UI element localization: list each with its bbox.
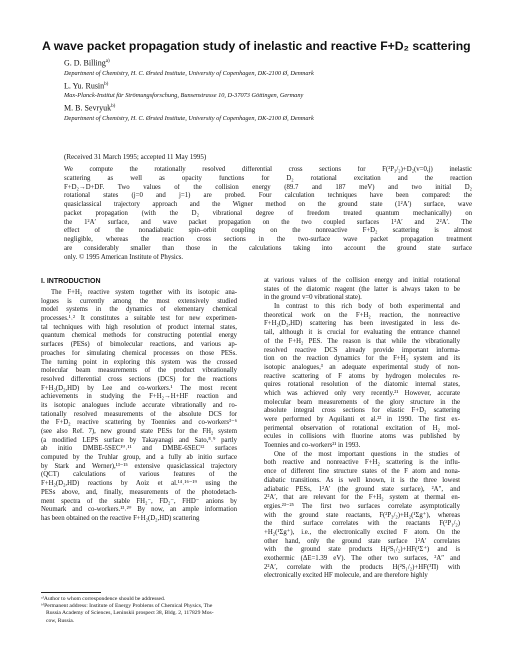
- body-text-line: ecules in collisions with fluorine atoms was published by: [264, 433, 460, 441]
- body-text-line: with the ground state products H(²S₁/₂)+HF(¹Σ⁺) and is: [264, 546, 460, 554]
- body-text-line: in the ground v=0 vibrational state).: [264, 294, 362, 302]
- body-text-line: +H₂(¹Σg⁺), i.e., the electronically excited F atom. On the: [264, 528, 460, 536]
- right-column-body: [264, 277, 460, 581]
- body-text-line: tion on the reaction dynamics for the F+H₂ system and its: [264, 355, 460, 363]
- author-name: G. D. Billing$^{a)}$: [64, 58, 110, 68]
- abstract-line: quasiclassical trajectory approach and the Wigner method on the ground state (1²A′) surface, wave: [64, 201, 472, 208]
- author-affiliation: Department of Chemistry, H. C. Ørsted Institute, University of Copenhagen, DK-2100 Ø, Denmark: [64, 69, 314, 77]
- body-text-line: quantum chemical methods for constructing potential energy: [41, 332, 237, 340]
- abstract-line: the 1²A′ surface, and wave packet propagation on the two coupled surfaces 1²A′ and 2²A′. The: [64, 218, 472, 226]
- body-text-line: The F+H₂ reactive system together with its isotopic ana-: [51, 289, 237, 296]
- body-text-line: were performed by Aquilanti et al.²² in 1990. The first ex-: [264, 416, 460, 423]
- body-text-line: (QCT) calculations of various features of the: [41, 471, 237, 479]
- body-text-line: which was achieved only very recently.²¹ However, accurate: [264, 389, 460, 397]
- body-text-line: tal techniques with high resolution of product internal states,: [41, 323, 237, 331]
- body-text-line: tail, although it is crucial for evaluating the entrance channel: [264, 329, 460, 337]
- body-text-line: diabatic transitions. As is well known, it is the three lowest: [264, 476, 460, 484]
- author-list: [64, 57, 484, 125]
- body-text-line: resolved reactive DCS already provide important informa-: [264, 346, 460, 354]
- abstract-line: scattering as well as opacity functions for D₂ rotational excitation and the reaction: [64, 174, 472, 182]
- abstract-line: are considerably smaller than those in the calculations taking into account the ground state surface: [64, 244, 472, 252]
- body-text-line: The turning point in exploring this system was the crossed: [41, 358, 237, 366]
- body-text-line: perimental observation of rotational excitation of H₂ mol-: [264, 424, 460, 432]
- abstract-line: only. © 1995 American Institute of Physics.: [64, 253, 184, 261]
- footnote-line: Russia Academy of Sciences, Leninskii prospect 38, Bldg. 2, 117829 Mos-: [46, 610, 214, 617]
- body-text-line: proaches for simulating chemical processes on those PESs.: [41, 349, 237, 357]
- body-text-line: ergies.²³⁻²⁵ The first two surfaces correlate asymptotically: [264, 502, 460, 510]
- body-text-line: computed by the Truhlar group, and a fully ab initio surface: [41, 454, 237, 462]
- body-text-line: reactive scattering of F atoms by hydrogen molecules re-: [264, 372, 460, 380]
- body-text-line: both reactive and nonreactive F+H₂ scattering is the influ-: [264, 459, 460, 467]
- body-text-line: has been obtained on the reactive F+H₂(D₂,HD) scattering: [41, 514, 200, 522]
- body-text-line: ence of different fine structure states of the F atom and nona-: [264, 468, 460, 476]
- left-column-body: [41, 289, 237, 524]
- abstract-line: packet propagation (with the D₂ vibrational degree of freedom treated quantum mechanically) on: [64, 209, 472, 217]
- paper-title: A wave packet propagation study of inelastic and reactive F+D₂ scattering: [42, 39, 471, 53]
- body-text-line: electronically excited HF molecule, and are therefore highly: [264, 572, 428, 580]
- footnotes: [41, 596, 237, 625]
- body-text-line: adiabatic PESs, 1²A′ (the ground state surface), ²A″, and: [264, 485, 460, 493]
- body-text-line: the third surface correlates with the reactants F(²P₁/₂): [264, 520, 460, 528]
- author-name: M. B. Sevryuk$^{b)}$: [64, 103, 116, 113]
- body-text-line: F+H₂(D₂,HD) scattering has been investigated in less de-: [264, 320, 460, 328]
- received-dates: (Received 31 March 1995; accepted 11 May 1995): [64, 153, 207, 161]
- abstract-line: negligible, whereas the reaction cross sections in the two-surface wave packet propagation treatment: [64, 236, 472, 243]
- body-text-line: by Stark and Werner),¹³⁻¹⁵ extensive quasiclassical trajectory: [41, 462, 237, 470]
- body-text-line: (a modified LEPS surface by Takayanagi and Sato,⁸˒⁹ partly: [41, 436, 237, 444]
- body-text-line: of the F+H₂ PES. The reason is that while the vibrationally: [264, 337, 460, 345]
- body-text-line: surfaces (PESs) of bimolecular reactions, and various ap-: [41, 341, 237, 349]
- body-text-line: ab initio DMBE-5SEC¹⁰˒¹¹ and DMBE-6SEC¹² surfaces: [41, 445, 237, 453]
- body-text-line: at various values of the collision energy and initial rotational: [264, 277, 460, 284]
- author-block: [64, 80, 484, 101]
- body-text-line: other hand, only the ground state surface 1²A′ correlates: [264, 537, 460, 545]
- body-text-line: ment spectra of the stable FH₂⁻, FD₂⁻, FHD⁻ anions by: [41, 497, 237, 505]
- abstract-line: rotational states (j=0 and j=1) are probed. Four calculation techniques have been compared: the: [64, 192, 472, 200]
- body-text-line: 2²A′, correlate with the products H(²S₁/₂)+HF(³Π) with: [264, 563, 460, 571]
- body-text-line: exothermic (ΔE=1.39 eV). The other two surfaces, ²A″ and: [264, 555, 460, 562]
- author-affiliation: Max-Planck-Institut für Strömungsforschung, Bunsenstrasse 10, D-37073 Göttingen, Germany: [64, 92, 304, 100]
- footnote-line: ᵇ⁾Permanent address: Institute of Energy Problems of Chemical Physics, The: [41, 603, 213, 610]
- left-column: [41, 277, 237, 524]
- body-text-line: In contrast to this rich body of both experimental and: [274, 303, 460, 311]
- body-text-line: isotopic analogues,³ an adequate experimental study of non-: [264, 363, 460, 371]
- body-text-line: Toennies and co-workers²¹ in 1993.: [264, 442, 361, 450]
- body-text-line: PESs above, and, finally, measurements of the photodetach-: [41, 488, 237, 496]
- body-text-line: Neumark and co-workers.¹³˒²⁰ By now, an ample information: [41, 506, 237, 514]
- footnote-divider: [41, 592, 101, 593]
- abstract-line: F+D₂→D+DF. Two values of the collision energy (89.7 and 187 meV) and two initial D₂: [64, 183, 472, 191]
- body-text-line: (see also Ref. 7), new ground state PESs for the FH₂ system: [41, 428, 237, 435]
- body-text-line: 2²A′, that are relevant for the F+H₂ system at thermal en-: [264, 494, 460, 502]
- body-text-line: logues is currently among the most extensively studied: [41, 297, 237, 305]
- body-text-line: resolved differential cross sections (DCS) for the reactions: [41, 375, 237, 383]
- body-text-line: molecular beam measurements of the product vibrationally: [41, 367, 237, 375]
- body-text-line: model systems in the dynamics of elementary chemical: [41, 306, 237, 314]
- body-text-line: One of the most important questions in the studies of: [274, 450, 460, 458]
- body-text-line: with the ground state reactants, F(²P₃/₂)+H₂(¹Σg⁺), whereas: [264, 511, 460, 519]
- footnote-line: cow, Russia.: [46, 617, 75, 624]
- abstract-line: effect of the nonadiabatic spin–orbit coupling on the nonreactive F+D₂ scattering is almost: [64, 227, 472, 235]
- body-text-line: the F+D₂ reactive scattering by Toennies and co-workers³⁻⁶: [41, 419, 237, 427]
- body-text-line: F+H₂(D₂,HD) reactions by Aoiz et al.¹⁴˒¹⁶⁻¹⁹ using the: [41, 480, 237, 488]
- body-text-line: molecular beam measurements of the glory structure in the: [264, 398, 460, 406]
- footnote-line: ᵃ⁾Author to whom correspondence should be addressed.: [41, 596, 166, 602]
- body-text-line: theoretical work on the F+H₂ reaction, the nonreactive: [264, 311, 460, 319]
- body-text-line: its isotopic analogues include accurate vibrationally and ro-: [41, 401, 237, 409]
- section-heading: I. INTRODUCTION: [41, 278, 101, 285]
- author-block: [64, 102, 484, 123]
- body-text-line: F+H₂(D₂,HD) by Lee and co-workers.¹ The most recent: [41, 384, 237, 392]
- body-text-line: absolute integral cross sections for elastic F+D₂ scattering: [264, 407, 460, 415]
- author-block: [64, 57, 484, 78]
- body-text-line: states of the diatomic reagent (the latter is always taken to be: [264, 285, 460, 293]
- abstract-line: We compute the rotationally resolved differential cross sections for F(²P₃/₂)+D₂(v=0,j) inelastic: [64, 166, 472, 173]
- body-text-line: tationally resolved measurements of the absolute DCS for: [41, 410, 237, 418]
- abstract: [64, 166, 472, 262]
- body-text-line: processes.¹˒² It constitutes a suitable test for new experimen-: [41, 315, 237, 323]
- author-name: L. Yu. Rusin$^{b)}$: [64, 81, 109, 91]
- author-affiliation: Department of Chemistry, H. C. Ørsted Institute, University of Copenhagen, DK-2100 Ø, Denmark: [64, 114, 314, 122]
- body-text-line: achievements in studying the F+H₂→H+HF reaction and: [41, 393, 237, 401]
- body-text-line: quires rotational resolution of the diatomic internal states,: [264, 381, 460, 389]
